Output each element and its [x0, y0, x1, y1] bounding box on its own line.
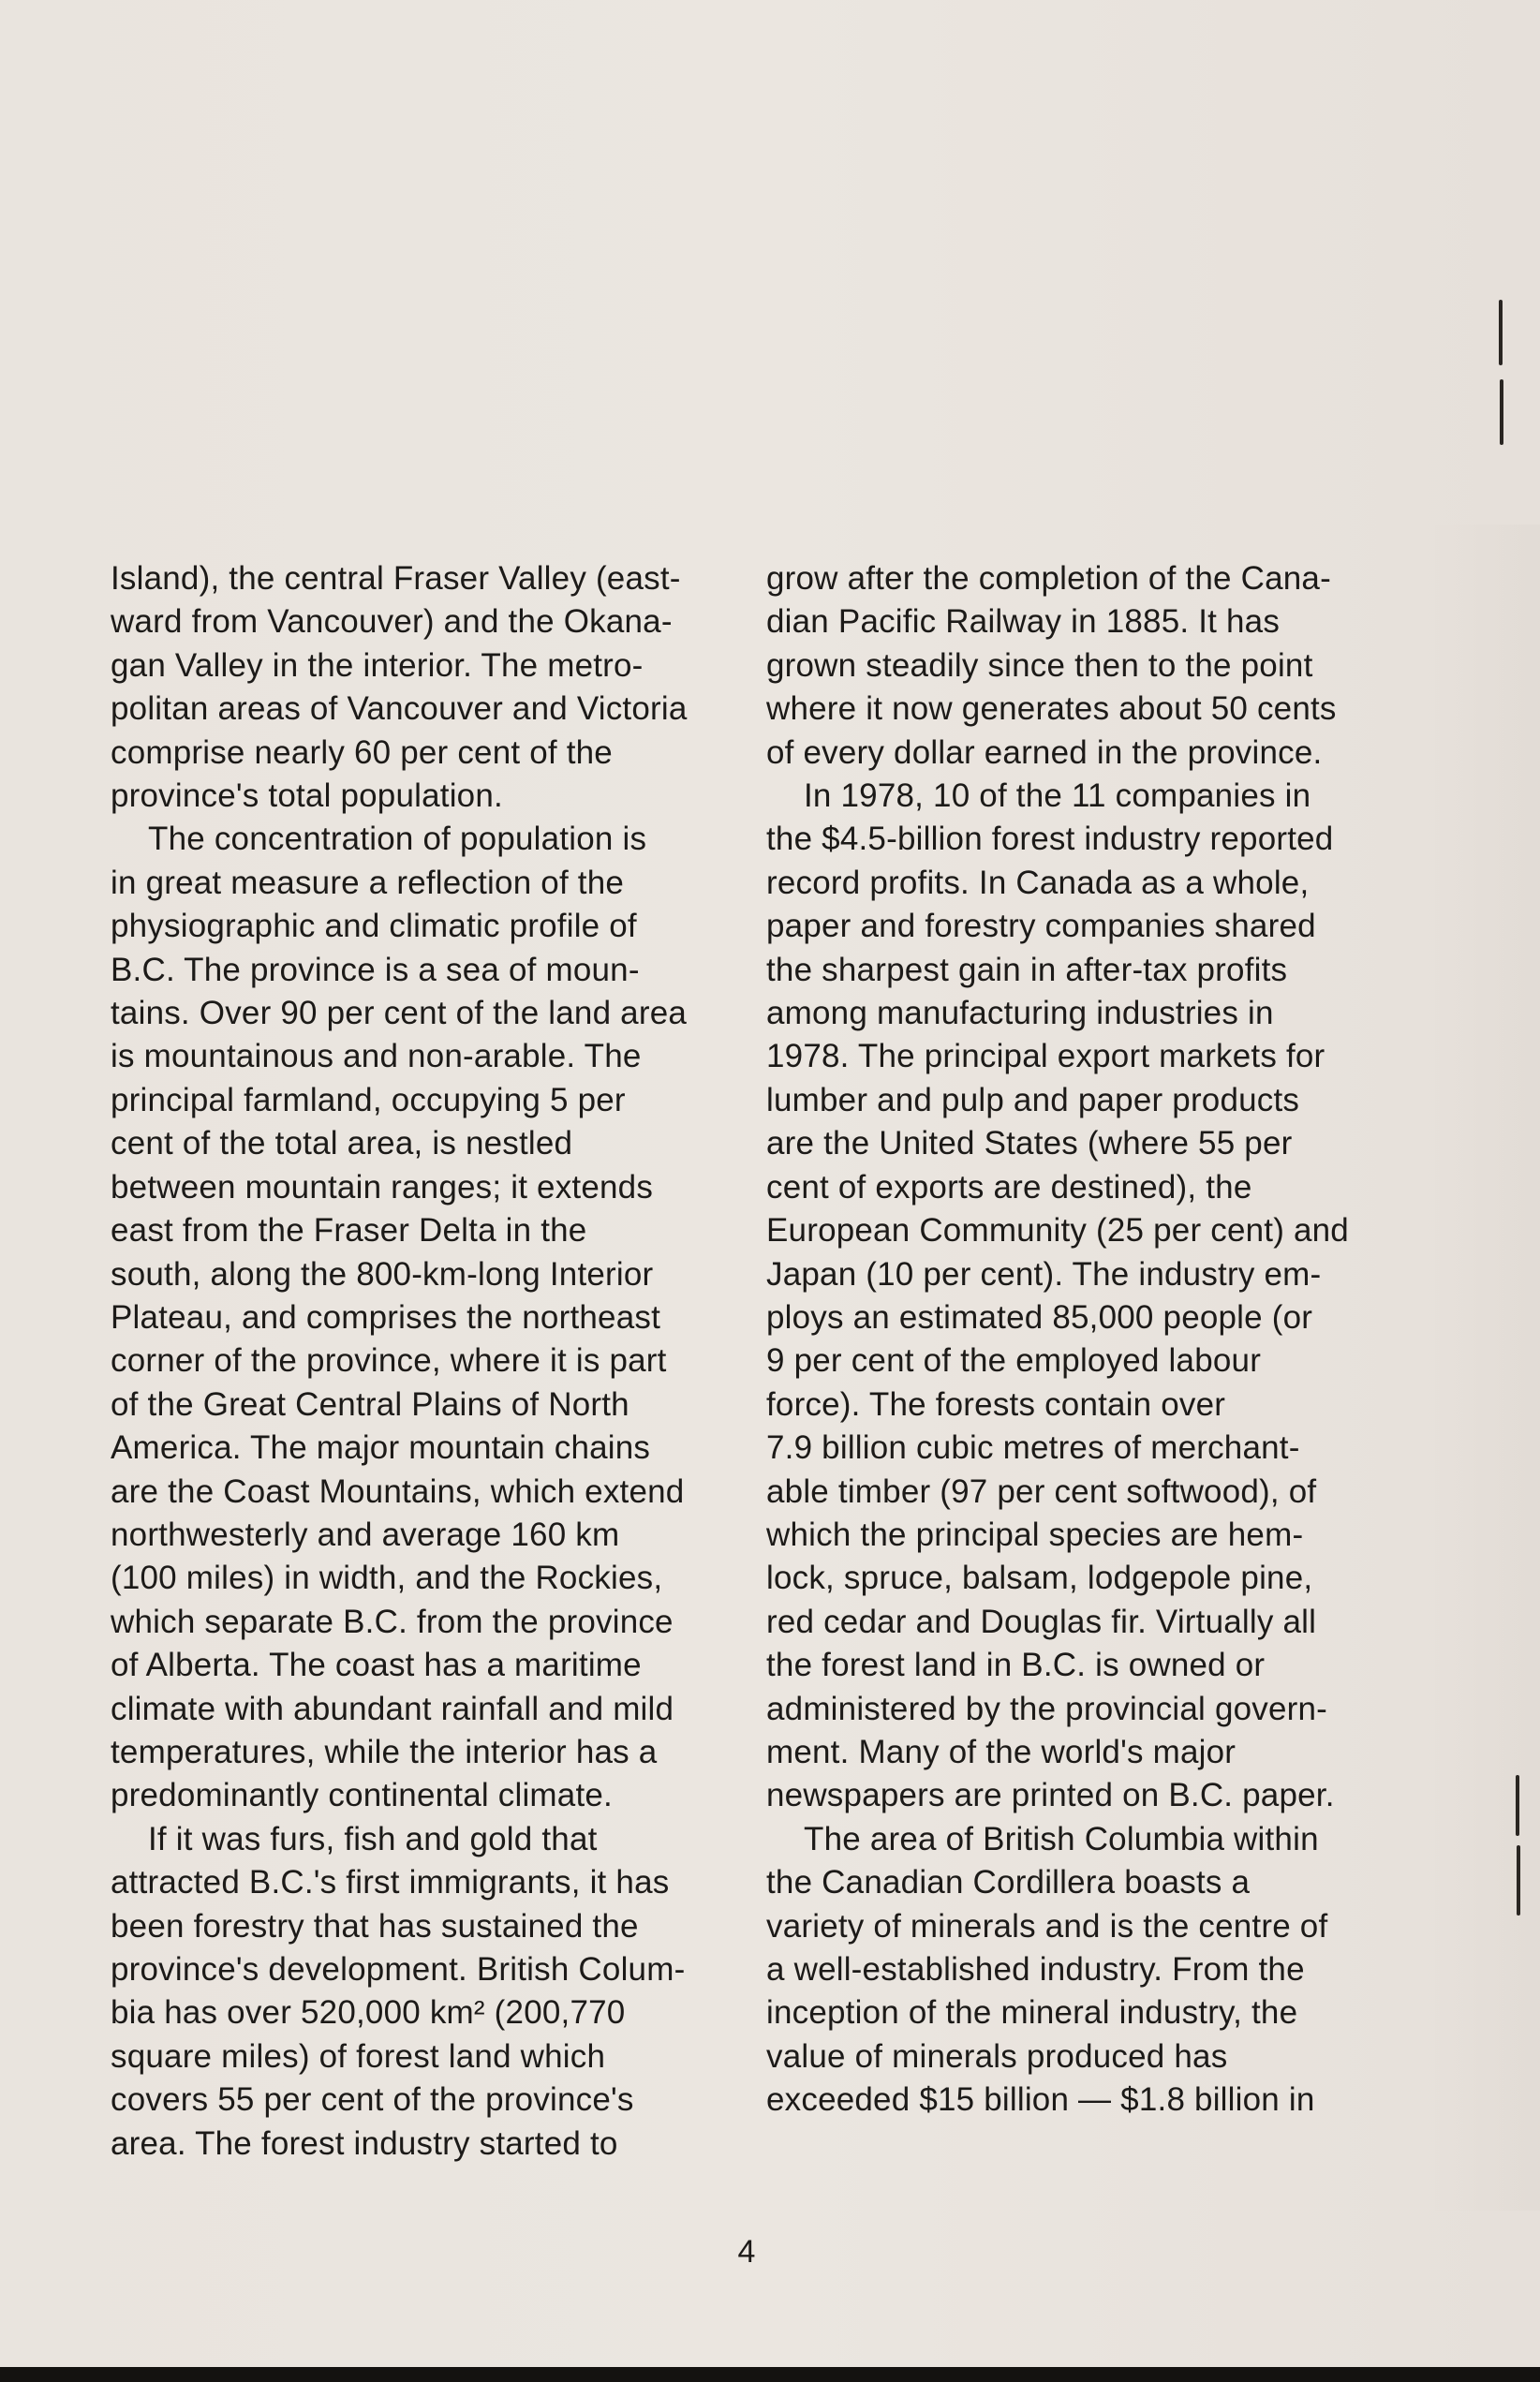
text-line: ward from Vancouver) and the Okana-: [111, 603, 673, 641]
text-line: among manufacturing industries in: [766, 995, 1274, 1032]
facing-page-bleed: [1429, 525, 1540, 2211]
text-line: newspapers are printed on B.C. paper.: [766, 1777, 1335, 1814]
text-line: exceeded $15 billion — $1.8 billion in: [766, 2081, 1315, 2119]
text-line: the Canadian Cordillera boasts a: [766, 1864, 1251, 1901]
text-line: predominantly continental climate.: [111, 1777, 613, 1814]
text-line: in great measure a reflection of the: [111, 864, 625, 901]
text-line: which separate B.C. from the province: [111, 1603, 674, 1640]
text-line: 9 per cent of the employed labour: [766, 1342, 1262, 1380]
text-line: administered by the provincial govern-: [766, 1690, 1328, 1727]
text-line: tains. Over 90 per cent of the land area: [111, 995, 688, 1032]
text-line: northwesterly and average 160 km: [111, 1516, 620, 1553]
text-line: lumber and pulp and paper products: [766, 1081, 1300, 1118]
staple-mark-top-upper: [1499, 300, 1503, 365]
text-line: where it now generates about 50 cents: [766, 690, 1337, 728]
text-line: variety of minerals and is the centre of: [766, 1907, 1328, 1945]
text-line: able timber (97 per cent softwood), of: [766, 1472, 1317, 1510]
staple-mark-bottom-lower: [1517, 1845, 1520, 1916]
text-line: record profits. In Canada as a whole,: [766, 864, 1310, 901]
text-line: bia has over 520,000 km² (200,770: [111, 1994, 626, 2032]
text-line: south, along the 800-km-long Interior: [111, 1255, 654, 1293]
text-line: value of minerals produced has: [766, 2037, 1228, 2075]
text-line: a well-established industry. From the: [766, 1951, 1305, 1988]
text-line: Japan (10 per cent). The industry em-: [766, 1255, 1322, 1293]
text-line: red cedar and Douglas fir. Virtually all: [766, 1603, 1317, 1640]
text-line: province's total population.: [111, 777, 503, 815]
text-line: corner of the province, where it is part: [111, 1342, 667, 1380]
text-line: cent of the total area, is nestled: [111, 1125, 573, 1162]
text-line: lock, spruce, balsam, lodgepole pine,: [766, 1560, 1313, 1597]
text-line: grown steadily since then to the point: [766, 646, 1313, 684]
text-line: Plateau, and comprises the northeast: [111, 1298, 660, 1336]
text-line: is mountainous and non-arable. The: [111, 1038, 642, 1075]
text-line: physiographic and climatic profile of: [111, 908, 637, 945]
text-line: province's development. British Colum-: [111, 1951, 686, 1988]
text-line: the forest land in B.C. is owned or: [766, 1647, 1266, 1684]
text-line: between mountain ranges; it extends: [111, 1168, 654, 1206]
text-line: are the United States (where 55 per: [766, 1125, 1293, 1162]
text-line: (100 miles) in width, and the Rockies,: [111, 1560, 663, 1597]
text-line: dian Pacific Railway in 1885. It has: [766, 603, 1281, 641]
text-line: B.C. The province is a sea of moun-: [111, 951, 640, 988]
text-line: politan areas of Vancouver and Victoria: [111, 690, 688, 728]
text-line: America. The major mountain chains: [111, 1429, 651, 1467]
text-line: area. The forest industry started to: [111, 2124, 618, 2162]
text-line: which the principal species are hem-: [766, 1516, 1304, 1553]
text-line: temperatures, while the interior has a: [111, 1733, 658, 1770]
text-line: attracted B.C.'s first immigrants, it has: [111, 1864, 670, 1901]
text-line: The concentration of population is: [148, 821, 647, 858]
page-number: 4: [737, 2234, 756, 2270]
text-line: grow after the completion of the Cana-: [766, 560, 1331, 597]
text-line: climate with abundant rainfall and mild: [111, 1690, 674, 1727]
text-line: square miles) of forest land which: [111, 2037, 606, 2075]
scan-bottom-edge: [0, 2367, 1540, 2382]
text-line: been forestry that has sustained the: [111, 1907, 639, 1945]
text-line: cent of exports are destined), the: [766, 1168, 1252, 1206]
text-line: comprise nearly 60 per cent of the: [111, 733, 613, 771]
text-line: In 1978, 10 of the 11 companies in: [804, 777, 1311, 815]
text-line: are the Coast Mountains, which extend: [111, 1472, 685, 1510]
text-line: the $4.5-billion forest industry reported: [766, 821, 1334, 858]
text-line: east from the Fraser Delta in the: [111, 1212, 587, 1250]
text-line: of every dollar earned in the province.: [766, 733, 1323, 771]
text-line: ploys an estimated 85,000 people (or: [766, 1298, 1313, 1336]
text-line: 1978. The principal export markets for: [766, 1038, 1325, 1075]
staple-mark-bottom-upper: [1516, 1775, 1519, 1836]
staple-mark-top-lower: [1500, 379, 1503, 445]
right-text-column: [766, 557, 1413, 2123]
text-line: European Community (25 per cent) and: [766, 1212, 1349, 1250]
text-line: Island), the central Fraser Valley (east-: [111, 560, 681, 597]
text-line: ment. Many of the world's major: [766, 1733, 1236, 1770]
text-line: force). The forests contain over: [766, 1385, 1226, 1423]
left-text-column: [111, 557, 757, 2166]
text-line: paper and forestry companies shared: [766, 908, 1316, 945]
text-line: of the Great Central Plains of North: [111, 1385, 629, 1423]
text-line: The area of British Columbia within: [804, 1820, 1319, 1857]
text-line: of Alberta. The coast has a maritime: [111, 1647, 642, 1684]
text-line: gan Valley in the interior. The metro-: [111, 646, 644, 684]
text-line: covers 55 per cent of the province's: [111, 2081, 634, 2119]
text-line: the sharpest gain in after-tax profits: [766, 951, 1288, 988]
text-line: If it was furs, fish and gold that: [148, 1820, 598, 1857]
text-line: 7.9 billion cubic metres of merchant-: [766, 1429, 1300, 1467]
text-line: inception of the mineral industry, the: [766, 1994, 1298, 2032]
text-line: principal farmland, occupying 5 per: [111, 1081, 626, 1118]
